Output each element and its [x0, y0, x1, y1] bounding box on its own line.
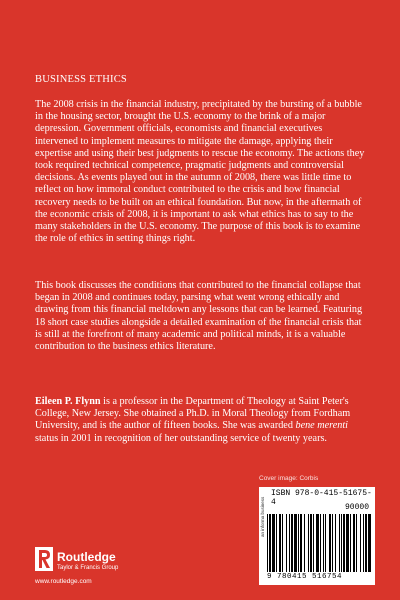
barcode-image: [267, 514, 371, 572]
price-code: 90000: [344, 503, 369, 512]
publisher-url: www.routledge.com: [35, 578, 92, 585]
cover-image-credit: Cover image: Corbis: [259, 475, 319, 482]
author-name: Eileen P. Flynn: [35, 396, 101, 407]
informa-business-label: an informa business: [260, 496, 265, 537]
category-label: BUSINESS ETHICS: [35, 74, 127, 85]
author-bio-award: bene merenti: [295, 420, 348, 432]
author-bio-text-2: status in 2001 in recognition of her outstanding service of twenty years.: [35, 432, 327, 444]
author-bio-text-1: is a professor in the Department of Theology at Saint Peter's College, New Jersey. She obtained a Ph.D. in Moral Theology from Fordham University, and is the author of fifteen books. She was awarded: [35, 396, 351, 432]
barcode-panel: [259, 487, 375, 585]
description-paragraph-2: This book discusses the conditions that contributed to the financial collapse that began in 2008 and continues today, parsing what went wrong ethically and drawing from this financial meltdown any lessons that can be learned. Featuring 18 short case studies alongside a detailed examination of the financial crisis that is still at the forefront of many academic and political minds, it is a valuable contribution to the business ethics literature.: [35, 280, 363, 353]
isbn13-digits: 9 780415 516754: [267, 573, 343, 581]
routledge-logo-icon: [35, 547, 53, 571]
publisher-group: Taylor & Francis Group: [57, 565, 119, 571]
description-paragraph-1: The 2008 crisis in the financial industry, precipitated by the bursting of a bubble in the housing sector, brought the U.S. economy to the brink of a major depression. Government officials, economists and financial executives intervened to implement measures to mitigate the damage, applying their expertise and using their best judgments to rescue the economy. The actions they took required technical competence, pragmatic judgments and controversial decisions. As events played out in the autumn of 2008, there was little time to reflect on how immoral conduct contributed to the crisis and how financial recovery needs to be built on an ethical foundation. But now, in the aftermath of the economic crisis of 2008, it is important to ask what ethics has to say to the many stakeholders in the U.S. economy. The purpose of this book is to examine the role of ethics in setting things right.: [35, 99, 365, 245]
author-bio: [35, 396, 367, 445]
publisher-name: Routledge: [57, 550, 116, 564]
isbn-label: ISBN 978-0-415-51675-4: [271, 489, 372, 507]
